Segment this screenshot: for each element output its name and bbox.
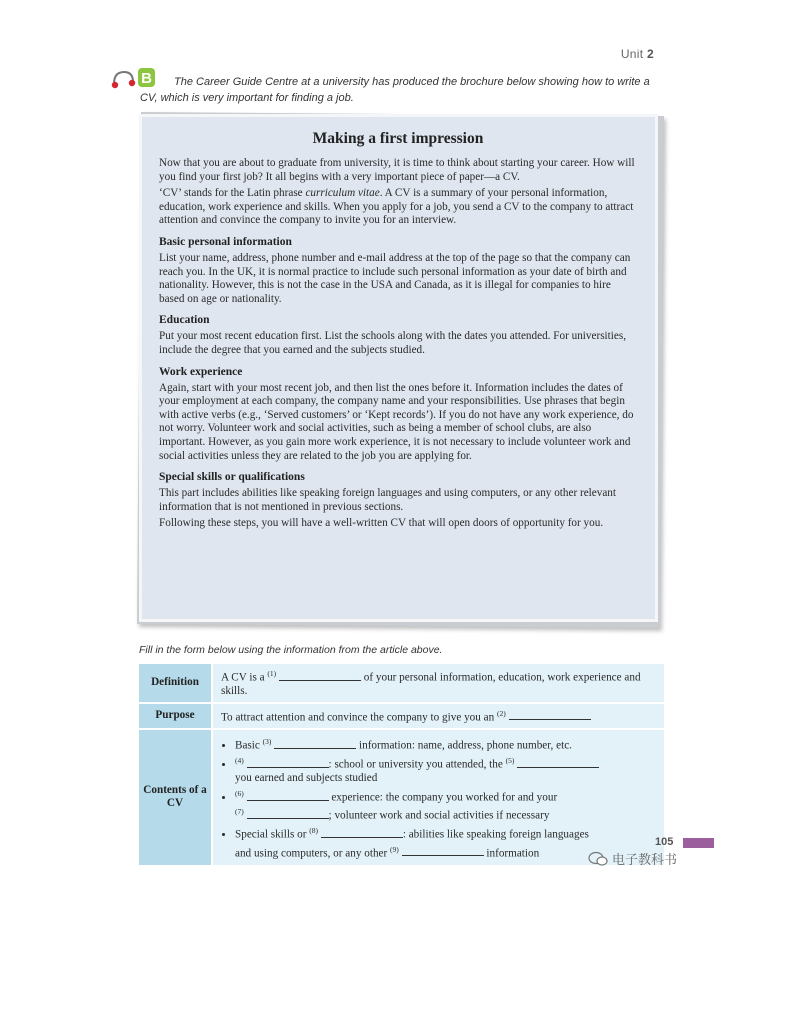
blank-8[interactable] — [321, 828, 403, 838]
purpose-value — [212, 703, 664, 729]
brochure-paragraph-6: This part includes abilities like speaking foreign languages and using computers, or any other relevant information that is not mentioned in previous sections. — [159, 487, 617, 513]
page-color-bar — [683, 838, 714, 848]
blank-5[interactable] — [517, 758, 599, 768]
brochure — [139, 114, 662, 626]
blank-1[interactable] — [279, 671, 361, 681]
chat-bubble-icon — [588, 851, 608, 867]
definition-text-a: A CV is a — [221, 671, 268, 684]
cv-form — [139, 664, 664, 865]
blank-number-2: (2) — [497, 708, 506, 718]
c1-text-b: information: name, address, phone number, etc. — [356, 739, 572, 752]
definition-text-b: of your personal information, education, work experience and skills. — [221, 671, 641, 698]
exercise-letter: B — [141, 70, 152, 87]
brochure-paragraph-1: Now that you are about to graduate from university, it is time to think about starting your career. How will you find your first job? It all begins with a very important piece of paper—a CV. — [159, 157, 635, 183]
blank-7[interactable] — [247, 809, 329, 819]
blank-number-1: (1) — [267, 669, 277, 678]
form-row-contents — [139, 729, 664, 865]
brochure-paragraph-4: Put your most recent education first. List the schools along with the dates you attended. For universities, include the degree that you earned and the subjects studied. — [159, 330, 626, 356]
p2-part-a: ‘CV’ stands for the Latin phrase — [159, 187, 306, 200]
contents-item-basic — [235, 735, 658, 753]
brochure-paragraph-2 — [159, 187, 637, 228]
p2-latin-term: curriculum vitae — [305, 187, 380, 200]
blank-number-4: (4) — [235, 756, 244, 766]
purpose-text: To attract attention and convince the company to give you an — [221, 711, 498, 724]
form-row-purpose — [139, 703, 664, 729]
unit-number: 2 — [647, 47, 654, 61]
contents-item-work — [235, 787, 658, 823]
definition-value — [212, 664, 664, 703]
form-row-definition — [139, 664, 664, 703]
brochure-title: Making a first impression — [312, 130, 484, 147]
unit-heading — [621, 47, 654, 61]
purpose-label: Purpose — [139, 703, 212, 729]
contents-list — [221, 735, 658, 861]
section-heading-education: Education — [159, 314, 210, 327]
c4-text-c: and using computers, or any other — [235, 847, 391, 860]
brochure-paragraph-7: Following these steps, you will have a well-written CV that will open doors of opportunity for you. — [159, 517, 604, 530]
blank-9[interactable] — [402, 846, 484, 856]
watermark-text: 电子教科书 — [612, 853, 678, 868]
exercise-intro: The Career Guide Centre at a university has produced the brochure below showing how to write a CV, which is very important for finding a job. — [140, 76, 650, 104]
contents-item-education — [235, 754, 658, 786]
blank-number-9: (9) — [390, 844, 399, 854]
brochure-paragraph-3: List your name, address, phone number and e-mail address at the top of the page so that the company can reach you. In the UK, it is normal practice to include such personal information as your date of birth and nationality. However, this is not the case in the USA and Canada, as it is illegal for companies to hire based on age or nationality. — [159, 251, 631, 305]
blank-3[interactable] — [274, 739, 356, 749]
watermark — [588, 849, 677, 868]
blank-number-3: (3) — [262, 736, 272, 746]
blank-number-6: (6) — [235, 788, 244, 798]
c3-text-a: experience: the company you worked for and your — [328, 791, 558, 804]
contents-value — [212, 729, 664, 865]
c4-text-d: information — [483, 847, 540, 860]
blank-4[interactable] — [247, 758, 329, 768]
c2-text-b: you earned and subjects studied — [235, 772, 378, 785]
definition-label: Definition — [139, 664, 212, 703]
c4-text-b: : abilities like speaking foreign languages — [402, 829, 589, 842]
c2-text-a: : school or university you attended, the — [328, 758, 506, 771]
blank-6[interactable] — [247, 791, 329, 801]
unit-label: Unit — [620, 47, 644, 61]
brochure-card — [139, 114, 658, 622]
form-instruction: Fill in the form below using the information from the article above. — [139, 644, 443, 656]
blank-number-8: (8) — [309, 826, 319, 836]
blank-number-7: (7) — [235, 807, 244, 817]
section-heading-personal: Basic personal information — [159, 235, 292, 248]
c1-text-a: Basic — [235, 739, 263, 752]
c3-text-b: ; volunteer work and social activities if necessary — [328, 809, 550, 822]
brochure-paragraph-5: Again, start with your most recent job, and then list the ones before it. Information includes the dates of your employment at each company, the company name and your responsibilities. Use phrases that begin with active verbs (e.g., ‘Served customers’ or ‘Kept records’). If you do not have any work experience, do not worry. Volunteer work and social activities, such as being a member of school clubs, are also important. However, as you gain more work experience, it is not necessary to include volunteer work and social activities unless they are related to the job you are applying for. — [159, 381, 634, 462]
blank-number-5: (5) — [505, 756, 515, 766]
c4-text-a: Special skills or — [235, 829, 310, 842]
p2-part-b: . A CV is a summary of your personal information, education, work experience and skills. When you apply for a job, you send a CV to the company to attract attention and convince the company to invite you for an interview. — [159, 187, 634, 227]
page-number: 105 — [655, 836, 674, 848]
section-heading-work: Work experience — [159, 365, 243, 378]
contents-label: Contents of a CV — [139, 729, 212, 865]
blank-2[interactable] — [509, 710, 591, 720]
section-heading-skills: Special skills or qualifications — [159, 471, 305, 484]
